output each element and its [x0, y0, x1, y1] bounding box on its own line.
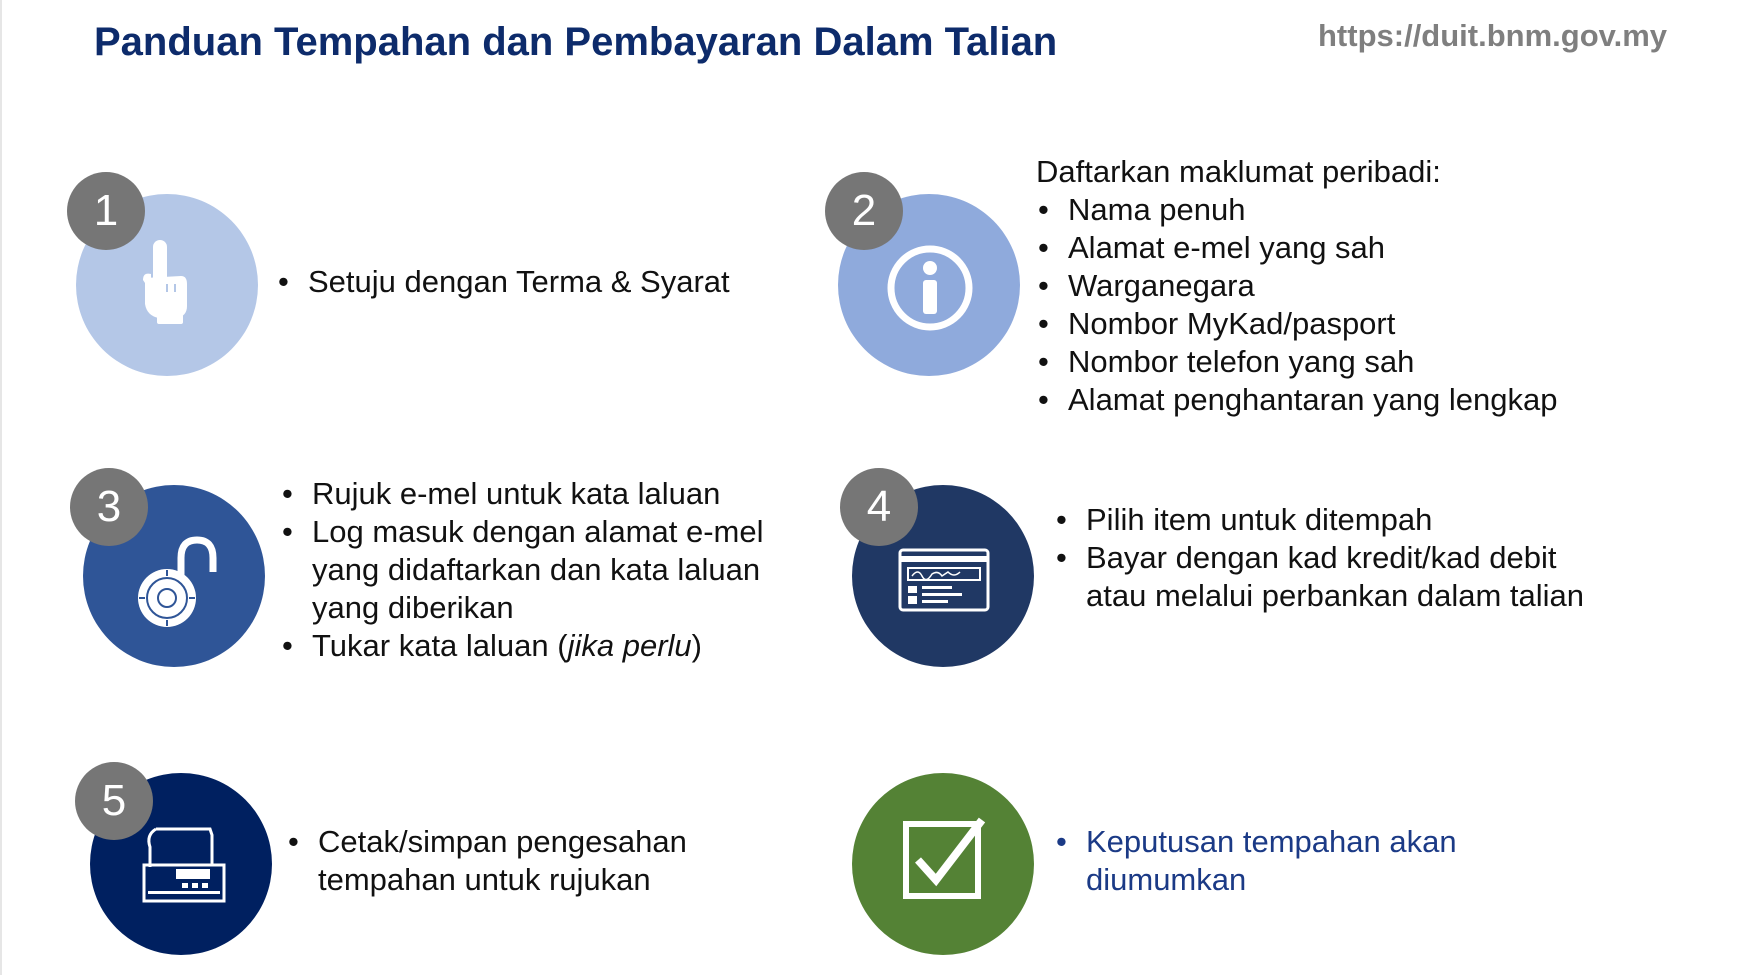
- step-3-bullet-italic: jika perlu: [567, 628, 692, 663]
- step-3-list: [280, 475, 800, 665]
- result-list: [1054, 823, 1554, 899]
- step-2-bullet: • Alamat penghantaran yang lengkap: [1036, 381, 1656, 419]
- info-icon: [886, 244, 974, 332]
- step-4-bullet: • Pilih item untuk ditempah: [1054, 501, 1614, 539]
- site-url: https://duit.bnm.gov.my: [1318, 18, 1668, 53]
- step-3-bullet: • Rujuk e-mel untuk kata laluan: [280, 475, 800, 513]
- step-2-bullet: • Warganegara: [1036, 267, 1656, 305]
- step-2-list: [1036, 191, 1656, 419]
- step-5-number: 5: [75, 762, 153, 840]
- step-5-bullet: • Cetak/simpan pengesahan tempahan untuk rujukan: [286, 823, 786, 899]
- checkbox-tick-icon: [900, 816, 992, 902]
- step-1-bullet: • Setuju dengan Terma & Syarat: [276, 263, 776, 301]
- page-title: Panduan Tempahan dan Pembayaran Dalam Talian: [94, 20, 1058, 64]
- printer-icon: [142, 825, 226, 905]
- step-2-bullet: • Alamat e-mel yang sah: [1036, 229, 1656, 267]
- combination-lock-icon: [135, 532, 225, 630]
- step-3-bullet-end: ): [691, 628, 702, 663]
- left-edge-line: [0, 0, 2, 975]
- step-5-list: [286, 823, 786, 899]
- payment-card-icon: [898, 548, 990, 612]
- step-3-number: 3: [70, 468, 148, 546]
- pointing-finger-icon: [135, 236, 195, 326]
- step-1-number: 1: [67, 172, 145, 250]
- step-4-number: 4: [840, 468, 918, 546]
- step-4-bullet: • Bayar dengan kad kredit/kad debit atau melalui perbankan dalam talian: [1054, 539, 1614, 615]
- step-1-list: [276, 263, 776, 301]
- step-3-bullet: [280, 627, 800, 665]
- step-2-heading: Daftarkan maklumat peribadi:: [1036, 154, 1441, 189]
- step-3-bullet: • Log masuk dengan alamat e-mel yang didaftarkan dan kata laluan yang diberikan: [280, 513, 800, 627]
- step-2-bullet: • Nombor MyKad/pasport: [1036, 305, 1656, 343]
- step-2-number: 2: [825, 172, 903, 250]
- step-2-bullet: • Nama penuh: [1036, 191, 1656, 229]
- step-4-list: [1054, 501, 1614, 615]
- step-3-bullet-text: Tukar kata laluan (: [312, 628, 568, 663]
- step-2-bullet: • Nombor telefon yang sah: [1036, 343, 1656, 381]
- result-bullet: • Keputusan tempahan akan diumumkan: [1054, 823, 1554, 899]
